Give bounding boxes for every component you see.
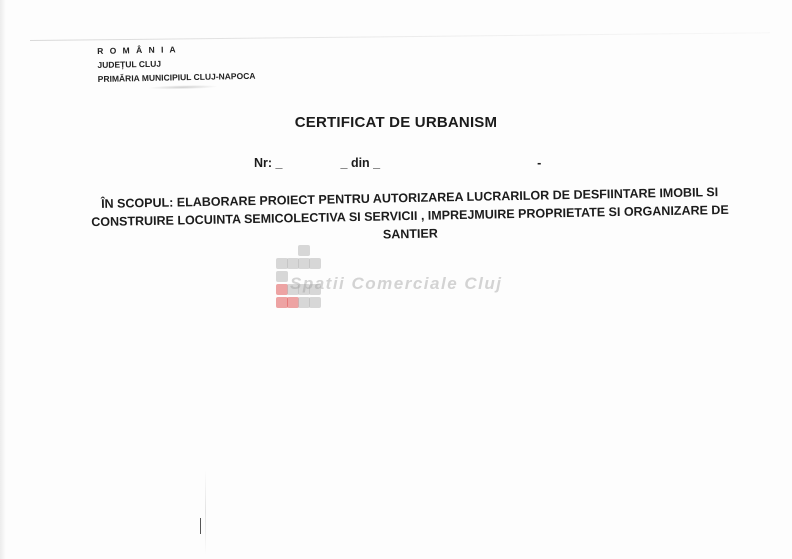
redaction-smudge: [148, 84, 218, 89]
watermark-block: [309, 297, 321, 308]
watermark-block: [309, 258, 321, 269]
din-label: din: [350, 156, 370, 170]
scan-mark: [200, 518, 201, 534]
number-date-line: Nr: _ _ din _ -: [254, 156, 542, 170]
scan-edge-line: [30, 32, 770, 41]
scan-shadow: [0, 0, 6, 559]
header-county: JUDEȚUL CLUJ: [97, 58, 162, 70]
watermark-text: Spatii Comerciale Cluj: [290, 274, 503, 293]
header-country: R O M Â N I A: [97, 44, 178, 56]
watermark-block: [298, 245, 310, 256]
nr-label: Nr:: [254, 156, 273, 170]
purpose-statement: ÎN SCOPUL: ELABORARE PROIECT PENTRU AUTORIZAREA LUCRARILOR DE DESFIINTARE IMOBIL SI CONSTRUIRE LOCUINTA SEMICOLECTIVA SI SERVICII , IMPREJMUIRE PROPRIETATE SI ORGANIZARE DE SANTIER: [91, 185, 729, 242]
scan-artifact: [205, 470, 206, 555]
watermark-logo: [276, 245, 526, 315]
issuer-header: [97, 41, 256, 91]
watermark-block: [276, 271, 288, 282]
header-municipality: PRIMĂRIA MUNICIPIUL CLUJ-NAPOCA: [97, 70, 256, 84]
document-title: CERTIFICAT DE URBANISM: [294, 114, 498, 131]
